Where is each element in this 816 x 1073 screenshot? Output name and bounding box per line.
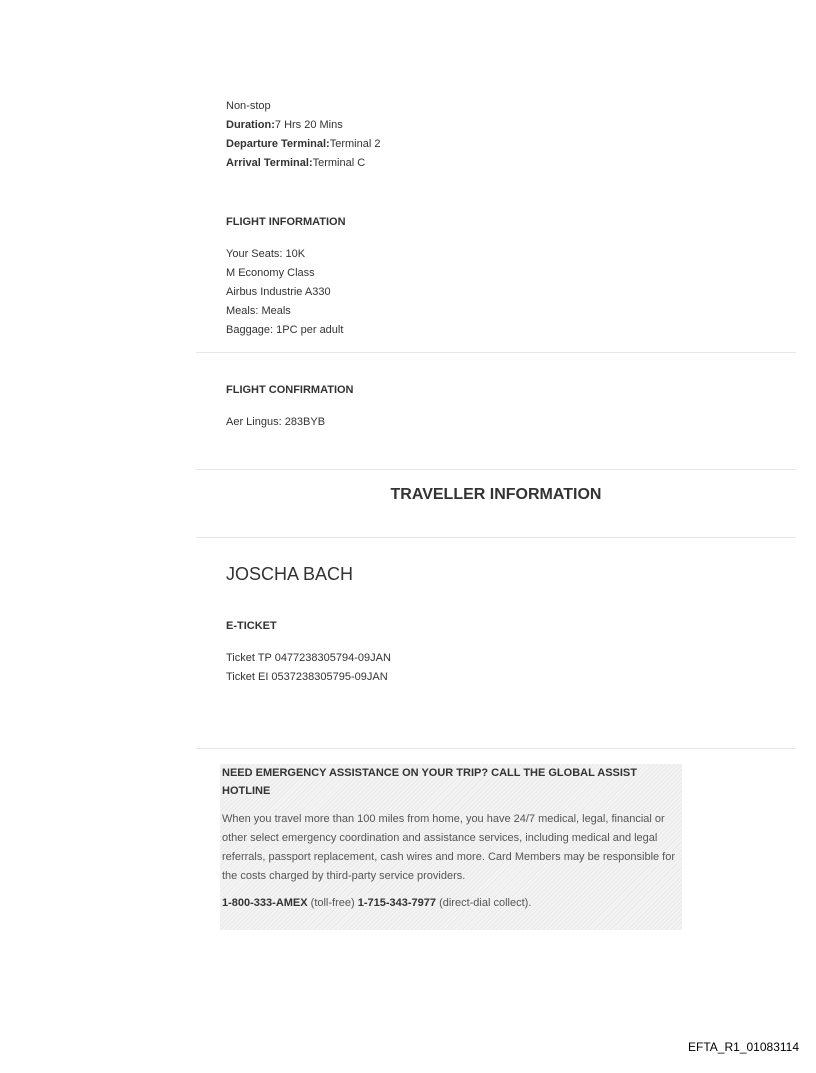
- emergency-assistance-content: [222, 764, 684, 913]
- phone-direct-dial-note: (direct-dial collect).: [436, 897, 532, 909]
- class-line: M Economy Class: [226, 267, 315, 279]
- traveller-information-heading: TRAVELLER INFORMATION: [390, 486, 602, 503]
- arrival-terminal-label: Arrival Terminal:: [226, 157, 313, 169]
- seat-line: Your Seats: 10K: [226, 248, 306, 260]
- meals-line: Meals: Meals: [226, 305, 291, 317]
- flight-confirmation-heading: FLIGHT CONFIRMATION: [226, 384, 354, 396]
- phone-toll-free-note: (toll-free): [307, 897, 358, 909]
- aircraft-line: Airbus Industrie A330: [226, 286, 331, 298]
- departure-terminal-value: Terminal 2: [329, 138, 381, 150]
- arrival-terminal-value: Terminal C: [312, 157, 366, 169]
- duration-value: 7 Hrs 20 Mins: [274, 119, 343, 131]
- traveller-name: JOSCHA BACH: [226, 564, 354, 584]
- divider: [196, 537, 796, 538]
- departure-terminal-row: [226, 135, 380, 154]
- flight-information-list: [226, 245, 343, 340]
- eticket-heading: E-TICKET: [226, 620, 277, 632]
- divider: [196, 748, 796, 749]
- flight-information-heading: FLIGHT INFORMATION: [226, 216, 346, 228]
- divider: [196, 352, 796, 353]
- duration-row: [226, 116, 380, 135]
- phone-direct-dial: 1-715-343-7977: [357, 897, 437, 909]
- baggage-line: Baggage: 1PC per adult: [226, 324, 344, 336]
- divider: [196, 469, 796, 470]
- ticket-line: Ticket EI 0537238305795-09JAN: [226, 671, 388, 683]
- confirmation-line: Aer Lingus: 283BYB: [226, 416, 326, 428]
- assistance-title: NEED EMERGENCY ASSISTANCE ON YOUR TRIP? CALL THE GLOBAL ASSIST HOTLINE: [222, 767, 637, 797]
- document-id: EFTA_R1_01083114: [688, 1040, 799, 1054]
- phone-toll-free: 1-800-333-AMEX: [222, 897, 308, 909]
- arrival-terminal-row: [226, 154, 380, 173]
- flight-details: [226, 97, 380, 173]
- assistance-body: When you travel more than 100 miles from home, you have 24/7 medical, legal, financial or other select emergency coordination and assistance services, including medical and legal referrals, passport replacement, cash wires and more. Card Members may be responsible for the costs charged by third-party service providers.: [222, 813, 676, 882]
- departure-terminal-label: Departure Terminal:: [226, 138, 330, 150]
- assistance-phone-line: [222, 894, 684, 913]
- ticket-list: [226, 649, 391, 687]
- ticket-line: Ticket TP 0477238305794-09JAN: [226, 652, 391, 664]
- duration-label: Duration:: [226, 119, 275, 131]
- stops-text: Non-stop: [226, 100, 271, 112]
